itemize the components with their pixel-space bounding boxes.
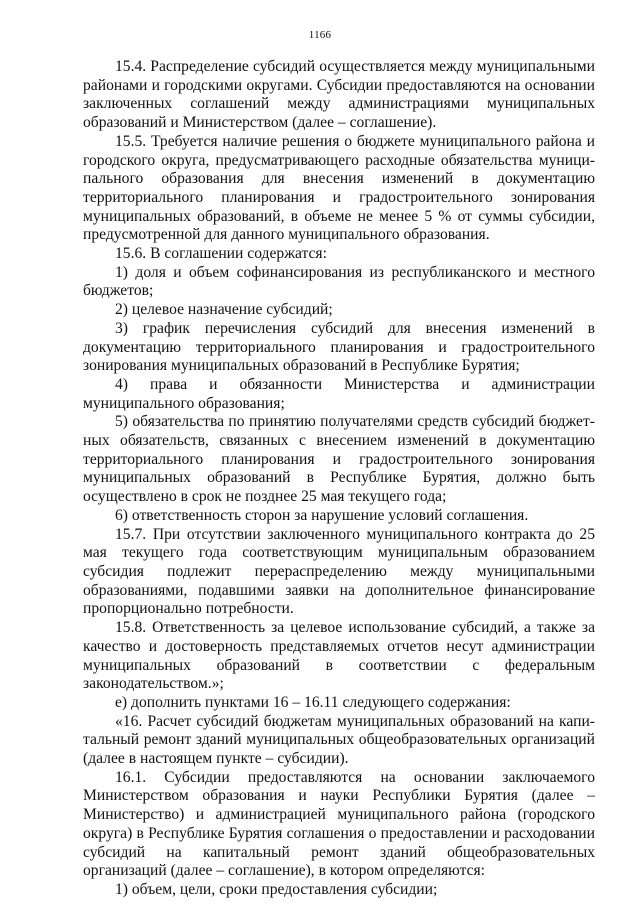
list-item-6: 6) ответственность сторон за нарушение условий соглашения.: [115, 506, 529, 524]
list-item-3: 3) график перечисления субсидий для внесения изменений в документацию территориального планирования и градостроительного зонирования муниципальных образований в Республике Бурятия;: [83, 319, 595, 375]
paragraph-15-7: 15.7. При отсутствии заключенного муниципального контракта до 25 мая текущего года соответствующим муниципальным образованием субсидия подлежит перераспределению между муниципальными образованиями, подавшими заявки на дополнительное финансирование пропорционально потребности.: [83, 525, 595, 618]
amendment-e: е) дополнить пунктами 16 – 16.11 следующего содержания:: [115, 693, 511, 711]
paragraph-15-5: 15.5. Требуется наличие решения о бюджете муниципального района и городского округа, предусматривающего расходные обязательства муниципального образования для внесения изменений в документацию территориального планирования и градостроительного зонирования муниципальных образований, в объеме не менее 5 % от суммы субсидии, предусмотренной для данного муниципального образования.: [83, 132, 595, 244]
paragraph-15-8: 15.8. Ответственность за целевое использование субсидий, а также за качество и достоверность представляемых отчетов несут администрации муниципальных образований в соответствии с федеральным законодательством.»;: [83, 619, 595, 693]
paragraph-15-4: 15.4. Распределение субсидий осуществляется между муниципальными районами и городскими округами. Субсидии предоставляются на основании заключенных соглашений между администрациями муниципальных образований и Министерством (далее – соглашение).: [83, 58, 595, 132]
list-item-2: 2) целевое назначение субсидий;: [115, 301, 333, 319]
paragraph-15-6: 15.6. В соглашении содержатся:: [115, 245, 327, 263]
list-item-16-1-1: 1) объем, цели, сроки предоставления субсидии;: [115, 880, 438, 898]
list-item-1: 1) доля и объем софинансирования из республиканского и местного бюджетов;: [83, 263, 595, 300]
paragraph-16: «16. Расчет субсидий бюджетам муниципальных образований на капитальный ремонт зданий муниципальных общеобразовательных организаций (далее в настоящем пункте – субсидии).: [83, 712, 595, 768]
page-number: 1166: [308, 29, 332, 41]
paragraph-16-1: 16.1. Субсидии предоставляются на основании заключаемого Министерством образования и науки Республики Бурятия (далее – Министерство) и администрацией муниципального района (городского округа) в Республике Бурятия соглашения о предоставлении и расходовании субсидий на капитальный ремонт зданий общеобразовательных организаций (далее – соглашение), в котором определяются:: [83, 768, 595, 880]
list-item-4: 4) права и обязанности Министерства и администрации муниципального образования;: [83, 375, 595, 412]
document-body: [83, 58, 595, 900]
list-item-5: 5) обязательства по принятию получателями средств субсидий бюджетных обязательств, связанных с внесением изменений в документацию территориального планирования и градостроительного зонирования муниципальных образований в Республике Бурятия, должно быть осуществлено в срок не позднее 25 мая текущего года;: [83, 413, 595, 506]
